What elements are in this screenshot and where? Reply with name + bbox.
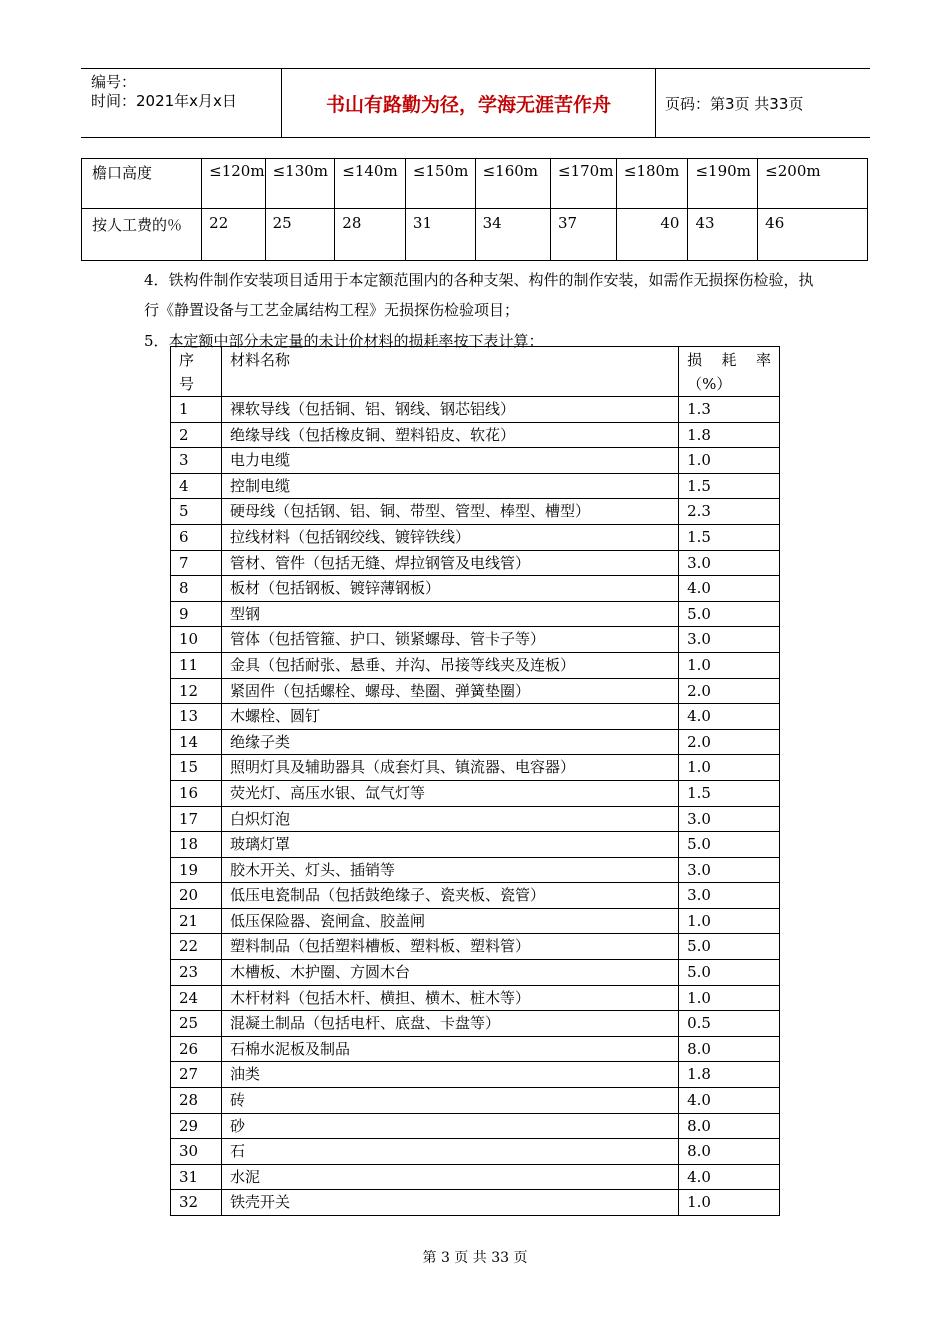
row-number: 9 (171, 601, 222, 627)
table-cell: 37 (551, 209, 617, 261)
table-cell: ≤120m (202, 159, 265, 209)
loss-rate: 1.0 (679, 448, 780, 474)
number-label: 编号： (91, 73, 137, 91)
material-name: 木杆材料（包括木杆、横担、横木、桩木等） (221, 985, 678, 1011)
paragraph-5: 5．本定额中部分未定量的未计价材料的损耗率按下表计算： (144, 332, 544, 350)
loss-rate: 4.0 (679, 704, 780, 730)
loss-rate: 1.0 (679, 985, 780, 1011)
loss-rate: 1.8 (679, 422, 780, 448)
material-name: 砂 (221, 1113, 678, 1139)
table-cell: ≤170m (551, 159, 617, 209)
header-no (171, 347, 222, 397)
material-name: 绝缘导线（包括橡皮铜、塑料铅皮、软花） (221, 422, 678, 448)
table-row (171, 934, 780, 960)
loss-rate: 0.5 (679, 1011, 780, 1037)
table-cell: 34 (475, 209, 550, 261)
loss-rate: 5.0 (679, 934, 780, 960)
row-number: 14 (171, 729, 222, 755)
loss-rate: 1.0 (679, 652, 780, 678)
table-row (171, 627, 780, 653)
row-number: 11 (171, 652, 222, 678)
table-row (171, 985, 780, 1011)
row-number: 17 (171, 806, 222, 832)
material-name: 管体（包括管箍、护口、锁紧螺母、管卡子等） (221, 627, 678, 653)
header-rate-char: 耗 (721, 351, 737, 369)
header-rate-char: 损 (687, 351, 703, 369)
row-number: 7 (171, 550, 222, 576)
table-cell: 22 (202, 209, 265, 261)
table-row (171, 1164, 780, 1190)
material-name: 拉线材料（包括钢绞线、镀锌铁线） (221, 524, 678, 550)
loss-rate: 5.0 (679, 960, 780, 986)
material-name: 绝缘子类 (221, 729, 678, 755)
row-number: 32 (171, 1190, 222, 1216)
header-rate (679, 347, 780, 397)
material-name: 木螺栓、圆钉 (221, 704, 678, 730)
row-number: 28 (171, 1088, 222, 1114)
material-name: 混凝土制品（包括电杆、底盘、卡盘等） (221, 1011, 678, 1037)
row-number: 16 (171, 780, 222, 806)
row-number: 27 (171, 1062, 222, 1088)
table-row (171, 473, 780, 499)
loss-rate: 8.0 (679, 1139, 780, 1165)
row-number: 10 (171, 627, 222, 653)
table-row (171, 1036, 780, 1062)
loss-rate-table (170, 346, 780, 1216)
loss-rate: 4.0 (679, 1164, 780, 1190)
loss-rate: 5.0 (679, 601, 780, 627)
table-row (82, 159, 868, 209)
material-name: 电力电缆 (221, 448, 678, 474)
table-cell: 46 (758, 209, 868, 261)
loss-rate: 8.0 (679, 1113, 780, 1139)
table-row (171, 397, 780, 423)
row-number: 8 (171, 576, 222, 602)
table-row (171, 1113, 780, 1139)
row-number: 30 (171, 1139, 222, 1165)
table-cell: 43 (688, 209, 758, 261)
header-rate-title (687, 348, 779, 372)
row-number: 15 (171, 755, 222, 781)
row-number: 4 (171, 473, 222, 499)
table-row (171, 1062, 780, 1088)
material-name: 玻璃灯罩 (221, 832, 678, 858)
loss-rate: 1.5 (679, 780, 780, 806)
material-name: 金具（包括耐张、悬垂、并沟、吊接等线夹及连板） (221, 652, 678, 678)
row-number: 25 (171, 1011, 222, 1037)
row-number: 13 (171, 704, 222, 730)
material-name: 荧光灯、高压水银、氙气灯等 (221, 780, 678, 806)
header-no-text: 序号 (179, 351, 195, 393)
loss-rate: 1.0 (679, 1190, 780, 1216)
table-row (171, 550, 780, 576)
row-number: 19 (171, 857, 222, 883)
table-cell: 40 (616, 209, 688, 261)
row-number: 2 (171, 422, 222, 448)
table-cell: 31 (405, 209, 475, 261)
loss-rate: 1.8 (679, 1062, 780, 1088)
table-row (171, 652, 780, 678)
material-name: 砖 (221, 1088, 678, 1114)
table-cell: ≤130m (265, 159, 335, 209)
table-cell: ≤140m (335, 159, 406, 209)
row-number: 5 (171, 499, 222, 525)
material-name: 低压电瓷制品（包括鼓绝缘子、瓷夹板、瓷管） (221, 883, 678, 909)
loss-rate: 1.5 (679, 473, 780, 499)
table-row (171, 499, 780, 525)
table-cell: ≤200m (758, 159, 868, 209)
row-number: 22 (171, 934, 222, 960)
row-number: 18 (171, 832, 222, 858)
table-row (171, 780, 780, 806)
material-name: 塑料制品（包括塑料槽板、塑料板、塑料管） (221, 934, 678, 960)
table-row (171, 524, 780, 550)
page-footer: 第 3 页 共 33 页 (422, 1250, 528, 1266)
material-name: 水泥 (221, 1164, 678, 1190)
table-row (171, 704, 780, 730)
loss-rate: 1.3 (679, 397, 780, 423)
material-name: 石 (221, 1139, 678, 1165)
eave-height-table (81, 158, 868, 261)
row-number: 21 (171, 908, 222, 934)
material-name: 硬母线（包括钢、铝、铜、带型、管型、棒型、槽型） (221, 499, 678, 525)
material-name: 石棉水泥板及制品 (221, 1036, 678, 1062)
loss-rate: 2.0 (679, 678, 780, 704)
table-cell: ≤150m (405, 159, 475, 209)
material-name: 照明灯具及辅助器具（成套灯具、镇流器、电容器） (221, 755, 678, 781)
row-number: 29 (171, 1113, 222, 1139)
loss-rate: 4.0 (679, 576, 780, 602)
table-row (171, 908, 780, 934)
material-name: 木槽板、木护圈、方圆木台 (221, 960, 678, 986)
material-name: 低压保险器、瓷闸盒、胶盖闸 (221, 908, 678, 934)
material-name: 管材、管件（包括无缝、焊拉钢管及电线管） (221, 550, 678, 576)
table-row (171, 1088, 780, 1114)
header-motto: 书山有路勤为径，学海无涯苦作舟 (281, 69, 656, 137)
material-name: 控制电缆 (221, 473, 678, 499)
row-number: 12 (171, 678, 222, 704)
row-number: 20 (171, 883, 222, 909)
row-number: 31 (171, 1164, 222, 1190)
table-row (171, 755, 780, 781)
material-name: 白炽灯泡 (221, 806, 678, 832)
row-number: 26 (171, 1036, 222, 1062)
material-name: 紧固件（包括螺栓、螺母、垫圈、弹簧垫圈） (221, 678, 678, 704)
material-name: 胶木开关、灯头、插销等 (221, 857, 678, 883)
material-name: 板材（包括钢板、镀锌薄钢板） (221, 576, 678, 602)
loss-rate: 4.0 (679, 1088, 780, 1114)
table-row (171, 448, 780, 474)
row-number: 3 (171, 448, 222, 474)
table-row (171, 832, 780, 858)
table-cell: 25 (265, 209, 335, 261)
table-row (171, 729, 780, 755)
loss-rate: 3.0 (679, 806, 780, 832)
header-name: 材料名称 (221, 347, 678, 397)
material-name: 裸软导线（包括铜、铝、钢线、钢芯铝线） (221, 397, 678, 423)
header-meta (81, 69, 281, 137)
material-name: 铁壳开关 (221, 1190, 678, 1216)
loss-rate: 2.3 (679, 499, 780, 525)
time-label: 时间：2021年x月x日 (91, 92, 237, 110)
table-row (171, 576, 780, 602)
row-number: 6 (171, 524, 222, 550)
loss-rate: 8.0 (679, 1036, 780, 1062)
table-row (171, 601, 780, 627)
table-row (171, 857, 780, 883)
table-cell: 按人工费的％ (82, 209, 202, 261)
table-row (171, 678, 780, 704)
material-name: 油类 (221, 1062, 678, 1088)
loss-rate: 5.0 (679, 832, 780, 858)
table-row (171, 806, 780, 832)
table-cell: 28 (335, 209, 406, 261)
paragraph-4: 4．铁构件制作安装项目适用于本定额范围内的各种支架、构件的制作安装，如需作无损探伤检验，执行《静置设备与工艺金属结构工程》无损探伤检验项目； (144, 271, 814, 319)
page-header (81, 68, 870, 138)
table-cell: ≤160m (475, 159, 550, 209)
table-cell: ≤190m (688, 159, 758, 209)
loss-rate: 3.0 (679, 627, 780, 653)
loss-rate: 3.0 (679, 550, 780, 576)
loss-rate: 1.0 (679, 755, 780, 781)
table-row (171, 960, 780, 986)
table-row (171, 883, 780, 909)
loss-rate: 2.0 (679, 729, 780, 755)
header-rate-char: 率 (755, 351, 771, 369)
table-row (171, 422, 780, 448)
table-row (171, 1139, 780, 1165)
header-rate-unit: （%） (687, 375, 732, 393)
loss-rate: 1.5 (679, 524, 780, 550)
loss-rate: 3.0 (679, 857, 780, 883)
row-number: 1 (171, 397, 222, 423)
loss-rate: 3.0 (679, 883, 780, 909)
header-page-code: 页码：第3页 共33页 (665, 94, 804, 113)
table-row (171, 1190, 780, 1216)
loss-rate: 1.0 (679, 908, 780, 934)
loss-table-body (171, 397, 780, 1216)
table-row (82, 209, 868, 261)
table-cell: 檐口高度 (82, 159, 202, 209)
row-number: 23 (171, 960, 222, 986)
row-number: 24 (171, 985, 222, 1011)
table-cell: ≤180m (616, 159, 688, 209)
table-row (171, 1011, 780, 1037)
table-header-row (171, 347, 780, 397)
material-name: 型钢 (221, 601, 678, 627)
